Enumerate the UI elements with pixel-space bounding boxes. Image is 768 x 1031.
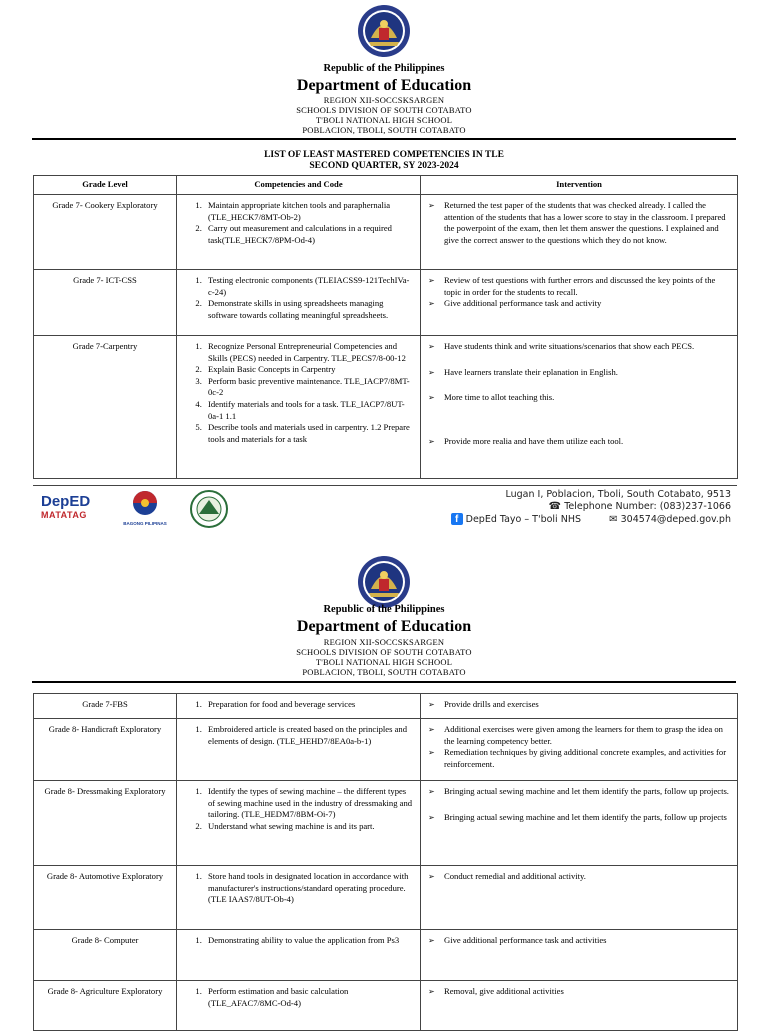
region-line: REGION XII-SOCCSKSARGEN [323,95,445,105]
intervention-item: ➢ Remediation techniques by giving additional concrete examples, and activities for reinforcement. [444,747,732,770]
page-footer [33,485,737,531]
intervention-item: ➢ Conduct remedial and additional activity. [444,871,732,883]
table-row [34,195,738,270]
intervention-item: ➢ Bringing actual sewing machine and let them identify the parts, follow up projects. [444,786,732,798]
intervention-cell [421,195,738,270]
intervention-cell [421,981,738,1031]
competency-item: 1. Perform estimation and basic calculation (TLE_AFAC7/8MC-Od-4) [204,986,415,1009]
competencies-cell [177,270,421,336]
intervention-item: ➢ Bringing actual sewing machine and let them identify the parts, follow up projects [444,812,732,824]
intervention-item: ➢ Have learners translate their eplanation in English. [444,367,732,379]
competencies-cell [177,336,421,479]
address-line: POBLACION, TBOLI, SOUTH COTABATO [302,667,466,677]
document-page-2 [0,532,768,1024]
intervention-cell [421,694,738,719]
table-row [34,930,738,981]
deped-seal-icon [357,4,411,58]
competency-item: 1. Identify the types of sewing machine – the different types of sewing machine used in the industry of dressmaking and tailoring. (TLE_HEDM7/8BM-Oi-7) [204,786,415,821]
footer-telephone [549,501,731,512]
header-rule [32,681,736,683]
competency-item: 1. Testing electronic components (TLEIACSS9-121TechIVa-c-24) [204,275,415,298]
competency-item: 1. Recognize Personal Entrepreneurial Competencies and Skills (PECS) needed in Carpentry. TLE_PECS7/8-00-12 [204,341,415,364]
competency-item: 1. Maintain appropriate kitchen tools and paraphernalia (TLE_HECK7/8MT-Ob-2) [204,200,415,223]
table-row [34,781,738,866]
competency-item: 2. Demonstrate skills in using spreadsheets managing software towards collating meaningful spreadsheets. [204,298,415,321]
school-line: T'BOLI NATIONAL HIGH SCHOOL [315,115,453,125]
intervention-item: ➢ Give additional performance task and activity [444,298,732,310]
grade-cell: Grade 7- ICT-CSS [34,270,177,336]
table-row [34,719,738,781]
deped-matatag-logo [41,494,105,528]
intervention-cell [421,336,738,479]
competencies-cell [177,866,421,930]
grade-cell: Grade 8- Dressmaking Exploratory [34,781,177,866]
competency-item: 1. Demonstrating ability to value the application from Ps3 [204,935,415,947]
document-title [0,150,768,172]
grade-cell: Grade 7- Cookery Exploratory [34,195,177,270]
matatag-logo-text: MATATAG [41,510,87,520]
intervention-item: ➢ Additional exercises were given among the learners for them to grasp the idea on the learning competency better. [444,724,732,747]
column-header-intervention: Intervention [421,176,738,195]
intervention-cell [421,781,738,866]
school-line: T'BOLI NATIONAL HIGH SCHOOL [315,657,453,667]
grade-cell: Grade 7-FBS [34,694,177,719]
intervention-cell [421,866,738,930]
title-line-1: LIST OF LEAST MASTERED COMPETENCIES IN TLE [264,150,504,160]
table-row [34,981,738,1031]
intervention-item: ➢ Returned the test paper of the students that was checked already. I called the attention of the students that has a lower score to stay in the classroom. I prepared the powerpoint of the exam, then let them answer the questions. I explained and give the correct answer to the questions which they do not know. [444,200,732,246]
telephone-text: Telephone Number: (083)237-1066 [564,501,731,512]
email-icon: ✉ [609,514,621,525]
grade-cell: Grade 7-Carpentry [34,336,177,479]
competency-item: 2. Understand what sewing machine is and its part. [204,821,415,833]
competencies-cell [177,719,421,781]
address-line: POBLACION, TBOLI, SOUTH COTABATO [302,125,466,135]
intervention-item: ➢ Provide drills and exercises [444,699,732,711]
facebook-icon: f [451,513,463,525]
competency-item: 1. Embroidered article is created based on the principles and elements of design. (TLE_HEHD7/8EA0a-b-1) [204,724,415,747]
republic-line: Republic of the Philippines [323,604,445,615]
column-header-competencies: Competencies and Code [177,176,421,195]
competency-item: 1. Store hand tools in designated location in accordance with manufacturer's instructions/standard operating procedure. (TLE IAAS7/8UT-Ob-4) [204,871,415,906]
table-row [34,694,738,719]
grade-cell: Grade 8- Agriculture Exploratory [34,981,177,1031]
intervention-item: ➢ Have students think and write situations/scenarios that show each PECS. [444,341,732,353]
bagong-pilipinas-logo [119,490,171,528]
republic-line: Republic of the Philippines [323,63,445,74]
intervention-cell [421,930,738,981]
facebook-page[interactable]: DepEd Tayo – T'boli NHS [465,514,581,525]
header-rule [32,138,736,140]
grade-cell: Grade 8- Handicraft Exploratory [34,719,177,781]
division-line: SCHOOLS DIVISION OF SOUTH COTABATO [296,647,472,657]
competency-item: 3. Perform basic preventive maintenance. TLE_IACP7/8MT-0c-2 [204,376,415,399]
email-address[interactable]: 304574@deped.gov.ph [620,514,731,525]
competency-item: 1. Preparation for food and beverage services [204,699,415,711]
deped-seal-icon [357,555,411,609]
competencies-cell [177,195,421,270]
school-seal-icon [179,490,239,528]
table-row [34,336,738,479]
deped-logo-text: DepED [41,493,91,510]
competencies-cell [177,694,421,719]
intervention-item: ➢ Removal, give additional activities [444,986,732,998]
intervention-item: ➢ Review of test questions with further errors and discussed the key points of the topic in order for the students to recall. [444,275,732,298]
footer-contacts [451,513,731,525]
intervention-cell [421,270,738,336]
table-row [34,270,738,336]
telephone-icon: ☎ [548,501,565,512]
bagong-pilipinas-icon [127,490,163,516]
department-title: Department of Education [296,77,472,94]
intervention-item: ➢ More time to allot teaching this. [444,392,732,404]
competencies-cell [177,781,421,866]
title-line-2: SECOND QUARTER, SY 2023-2024 [309,161,459,171]
bagong-pilipinas-text: BAGONG PILIPINAS [123,521,167,526]
column-header-grade: Grade Level [34,176,177,195]
department-title: Department of Education [296,618,472,635]
competencies-cell [177,981,421,1031]
competencies-cell [177,930,421,981]
competencies-table-page-1 [33,175,738,479]
footer-address: Lugan I, Poblacion, Tboli, South Cotabato, 9513 [505,489,731,500]
division-line: SCHOOLS DIVISION OF SOUTH COTABATO [296,105,472,115]
competencies-table-page-2 [33,693,738,1031]
region-line: REGION XII-SOCCSKSARGEN [323,637,445,647]
grade-cell: Grade 8- Computer [34,930,177,981]
table-header-row [34,176,738,195]
competency-item: 5. Describe tools and materials used in carpentry. 1.2 Prepare tools and materials for a task [204,422,415,445]
competency-item: 2. Explain Basic Concepts in Carpentry [204,364,415,376]
competency-item: 2. Carry out measurement and calculations in a required task(TLE_HECK7/8PM-Od-4) [204,223,415,246]
competency-item: 4. Identify materials and tools for a task. TLE_IACP7/8UT-0a-1 1.1 [204,399,415,422]
intervention-item: ➢ Give additional performance task and activities [444,935,732,947]
grade-cell: Grade 8- Automotive Exploratory [34,866,177,930]
intervention-item: ➢ Provide more realia and have them utilize each tool. [444,436,732,448]
intervention-cell [421,719,738,781]
table-row [34,866,738,930]
